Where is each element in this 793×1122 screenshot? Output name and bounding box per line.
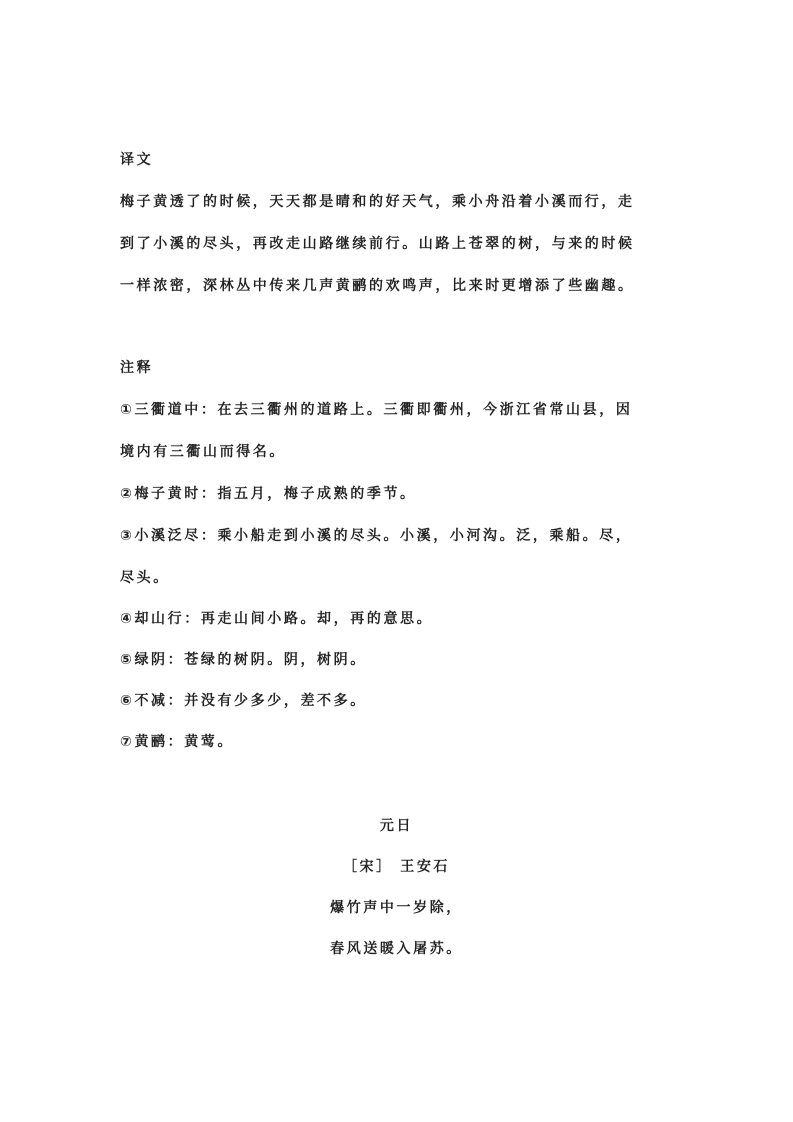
note-line: ③小溪泛尽：乘小船走到小溪的尽头。小溪，小河沟。泛，乘船。尽， [120, 528, 633, 544]
note-line: 境内有三衢山而得名。 [120, 444, 286, 460]
notes-heading: 注释 [120, 360, 154, 376]
translation-heading: 译文 [120, 152, 154, 168]
note-line: 尽头。 [120, 570, 170, 586]
translation-line: 梅子黄透了的时候，天天都是晴和的好天气，乘小舟沿着小溪而行，走 [120, 194, 635, 210]
translation-line: 一样浓密，深林丛中传来几声黄鹂的欢鸣声，比来时更增添了些幽趣。 [120, 278, 635, 294]
poem-title: 元日 [379, 818, 414, 834]
note-line: ②梅子黄时：指五月，梅子成熟的季节。 [120, 486, 417, 502]
translation-line: 到了小溪的尽头，再改走山路继续前行。山路上苍翠的树，与来的时候 [120, 236, 635, 252]
poem-author: ［宋］ 王安石 [342, 859, 451, 875]
note-line: ⑤绿阴：苍绿的树阴。阴，树阴。 [120, 652, 367, 668]
poem-line: 春风送暖入屠苏。 [330, 941, 463, 957]
note-line: ⑥不减：并没有少多少，差不多。 [120, 693, 367, 709]
note-line: ①三衢道中：在去三衢州的道路上。三衢即衢州，今浙江省常山县，因 [120, 402, 633, 418]
note-line: ⑦黄鹂：黄莺。 [120, 734, 235, 750]
poem-line: 爆竹声中一岁除， [330, 900, 463, 916]
note-line: ④却山行：再走山间小路。却，再的意思。 [120, 611, 434, 627]
